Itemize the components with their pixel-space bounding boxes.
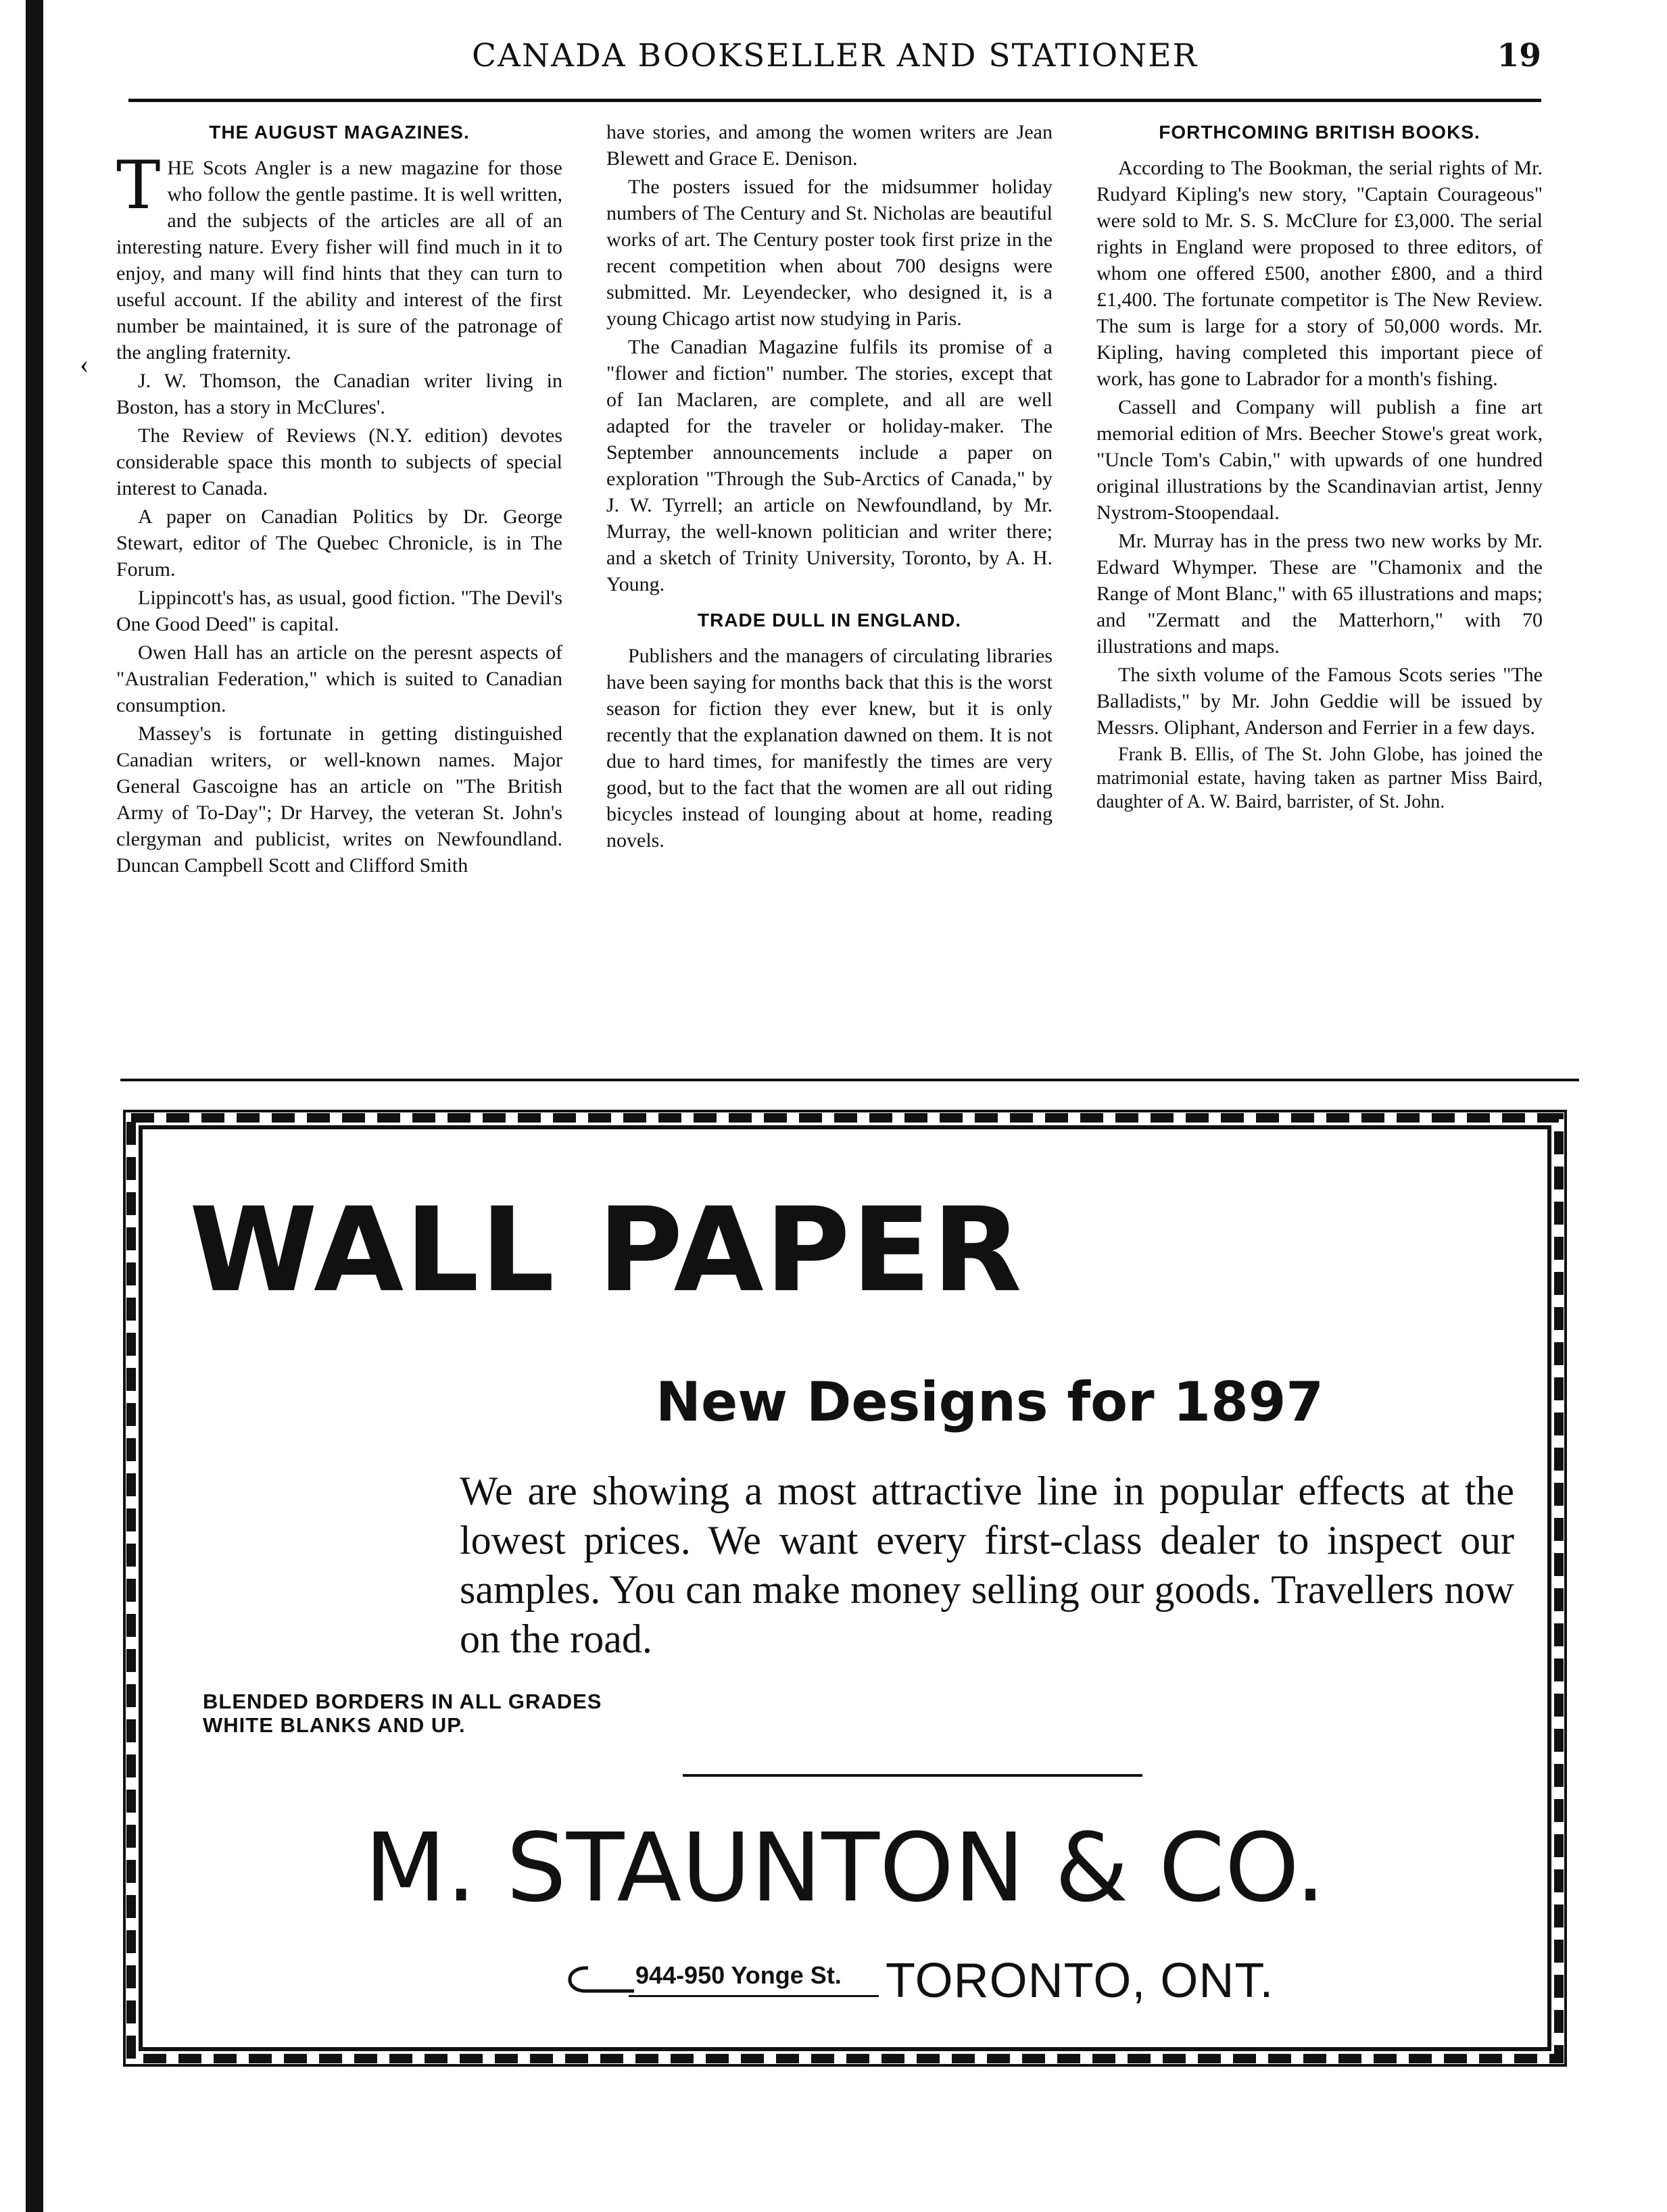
ad-subtitle: New Designs for 1897 (656, 1371, 1324, 1433)
margin-mark: ‹ (80, 349, 89, 379)
article-paragraph: The posters issued for the midsummer holiday numbers of The Century and St. Nicholas are beautiful works of art. The Century poster took first prize in the recent competition when about 700 designs were submitted. Mr. Leyendecker, who designed it, is a young Chicago artist now studying in Paris. (606, 176, 1053, 330)
article-paragraph: According to The Bookman, the serial rights of Mr. Rudyard Kipling's new story, "Captain Courageous" were sold to Mr. S. S. McClure for £3,000. The serial rights in England were proposed to three editors, of whom one offered £500, another £800, and a third £1,400. The fortunate competitor is The New Review. The sum is large for a story of 50,000 words. Mr. Kipling, having completed this important piece of work, has gone to Labrador for a month's fishing. (1096, 157, 1543, 390)
ad-city: TORONTO, ONT. (886, 1954, 1274, 2008)
page-edge-bar (26, 0, 43, 2212)
section-rule (120, 1079, 1579, 1081)
ad-product-line: WHITE BLANKS AND UP. (203, 1713, 466, 1737)
article-paragraph: The sixth volume of the Famous Scots series "The Balladists," by Mr. John Geddie will be issued by Messrs. Oliphant, Anderson and Ferrier in a few days. (1096, 664, 1543, 739)
ad-body-text: We are showing a most attractive line in popular effects at the lowest prices. We want every first-class dealer to inspect our samples. You can make money selling our goods. Travellers now on the road. (460, 1469, 1514, 1661)
ad-product-lines (203, 1690, 602, 1737)
article-paragraph: Massey's is fortunate in getting distinguished Canadian writers, or well-known names. Major General Gascoigne has an article on "The British Army of To-Day"; Dr Harvey, the veteran St. John's clergyman and publicist, writes on Newfoundland. Duncan Campbell Scott and Clifford Smith (116, 722, 562, 877)
article-heading-august-magazines: THE AUGUST MAGAZINES. (209, 122, 470, 143)
personal-note: Frank B. Ellis, of The St. John Globe, has joined the matrimonial estate, having taken as partner Miss Baird, daughter of A. W. Baird, barrister, of St. John. (1096, 744, 1543, 812)
ad-product-line: BLENDED BORDERS IN ALL GRADES (203, 1690, 602, 1713)
article-paragraph: The Canadian Magazine fulfils its promise of a "flower and fiction" number. The stories, except that of Ian Maclaren, are complete, and all are well adapted for the traveler or holiday-maker. The September announcements include a paper on exploration "Through the Sub-Arctics of Canada," by J. W. Tyrrell; an article on Newfoundland, by Mr. Murray, the well-known politician and writer there; and a sketch of Trinity University, Toronto, by A. H. Young. (606, 336, 1053, 595)
article-heading-british-books: FORTHCOMING BRITISH BOOKS. (1159, 122, 1480, 143)
article-paragraph: The Review of Reviews (N.Y. edition) devotes considerable space this month to subjects of special interest to Canada. (116, 424, 562, 499)
article-paragraph: Lippincott's has, as usual, good fiction. "The Devil's One Good Deed" is capital. (116, 587, 562, 635)
article-paragraph: Publishers and the managers of circulating libraries have been saying for months back that this is the worst season for fiction they ever knew, but it is only recently that the explanation dawned on them. It is not due to hard times, for manifestly the times are very good, but to the fact that the women are all out riding bicycles instead of lounging about at home, reading novels. (606, 645, 1053, 852)
article-paragraph: Mr. Murray has in the press two new works by Mr. Edward Whymper. These are "Chamonix and the Range of Mont Blanc," with 65 illustrations and maps; and "Zermatt and the Matterhorn," with 70 illustrations and maps. (1096, 530, 1543, 658)
article-paragraph: Cassell and Company will publish a fine art memorial edition of Mrs. Beecher Stowe's great work, "Uncle Tom's Cabin," with upwards of one hundred original illustrations by the Scandinavian artist, Jenny Nystrom-Stoopendaal. (1096, 396, 1543, 524)
column-1 (116, 119, 562, 1072)
publication-title: CANADA BOOKSELLER AND STATIONER (472, 37, 1198, 74)
ad-street-address: 944-950 Yonge St. (635, 1961, 842, 1989)
column-2 (606, 119, 1053, 1072)
drop-cap: T (116, 147, 161, 224)
ad-company-name: M. STAUNTON & CO. (364, 1813, 1326, 1923)
ad-street-underline (629, 1995, 879, 1997)
ad-title: WALL PAPER (189, 1182, 1023, 1318)
flourish-icon (561, 1960, 635, 2000)
header-rule (128, 99, 1541, 102)
wallpaper-advertisement (122, 1108, 1568, 2068)
article-heading-trade-dull: TRADE DULL IN ENGLAND. (697, 610, 962, 631)
page-header (128, 37, 1541, 91)
article-paragraph: A paper on Canadian Politics by Dr. George Stewart, editor of The Quebec Chronicle, is in The Forum. (116, 506, 562, 581)
page-number: 19 (1497, 37, 1541, 74)
ad-divider (683, 1774, 1142, 1777)
article-paragraph: THE Scots Angler is a new magazine for those who follow the gentle pastime. It is well written, and the subjects of the articles are all of an interesting nature. Every fisher will find much in it to enjoy, and many will find hints that they can turn to useful account. If the ability and interest of the first number be maintained, it is sure of the patronage of the angling fraternity. (116, 147, 562, 364)
column-3 (1096, 119, 1543, 1072)
article-paragraph: have stories, and among the women writers are Jean Blewett and Grace E. Denison. (606, 121, 1053, 170)
article-paragraph: J. W. Thomson, the Canadian writer living in Boston, has a story in McClures'. (116, 370, 562, 418)
ad-address (561, 1953, 1541, 2007)
article-paragraph: Owen Hall has an article on the peresnt aspects of "Australian Federation," which is suited to Canadian consumption. (116, 641, 562, 716)
